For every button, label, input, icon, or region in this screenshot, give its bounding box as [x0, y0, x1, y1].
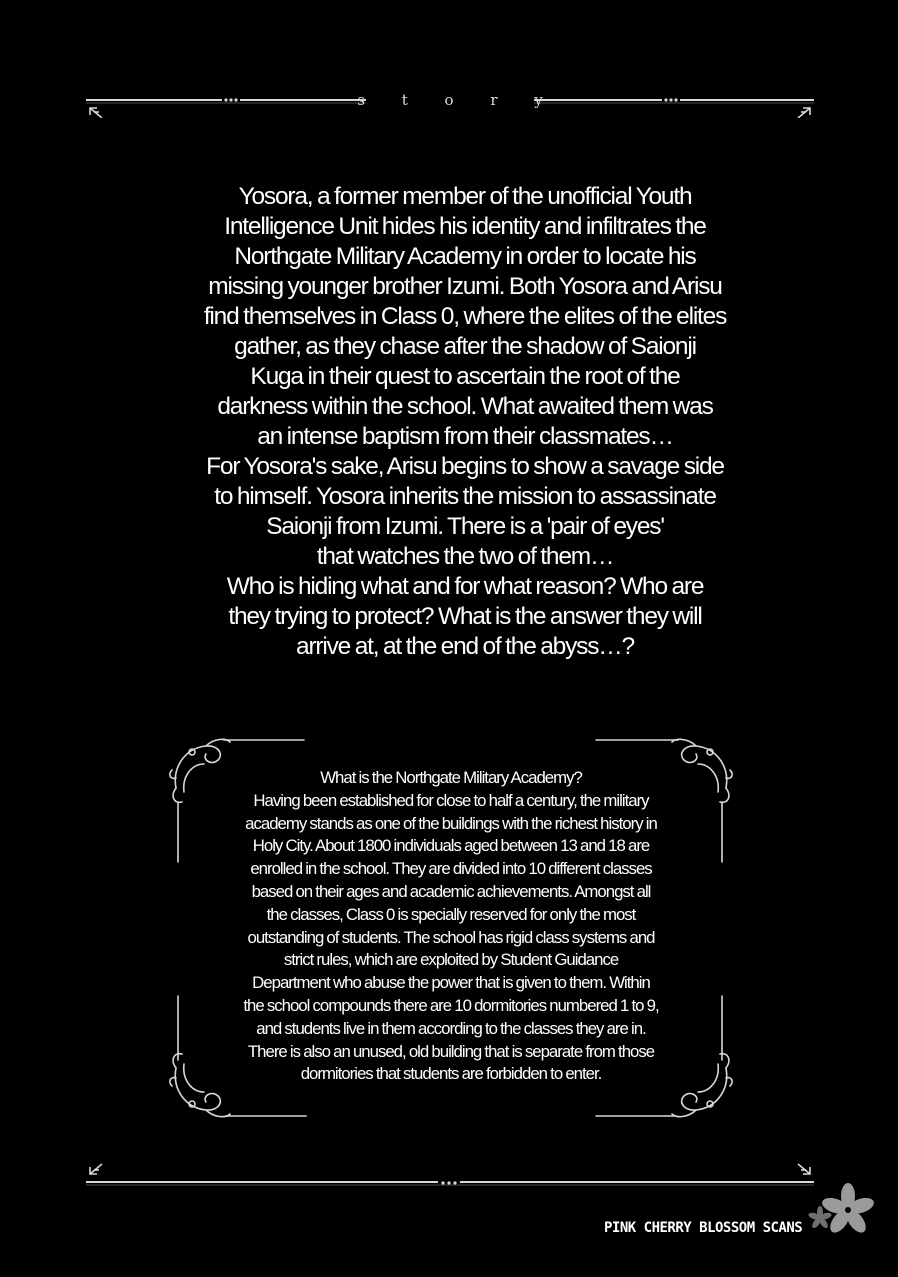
section-title-text: s t o r y [357, 91, 559, 109]
story-header [84, 88, 816, 118]
corner-arrow-icon [798, 108, 810, 118]
info-line: There is also an unused, old building that is separate from those [247, 1041, 655, 1061]
story-synopsis [150, 182, 780, 662]
corner-arrow-icon [798, 1164, 810, 1174]
footer-rule-ornament [84, 1160, 816, 1192]
info-line: based on their ages and academic achievements. Amongst all [251, 881, 651, 901]
corner-arrow-icon [90, 1164, 102, 1174]
corner-arrow-icon [90, 108, 102, 118]
info-line: dormitories that students are forbidden to enter. [300, 1064, 602, 1084]
story-line: Kuga in their quest to ascertain the root of the [250, 363, 680, 390]
info-line: strict rules, which are exploited by Student Guidance [283, 950, 619, 970]
story-line: Who is hiding what and for what reason? Who are [226, 573, 704, 600]
story-footer [84, 1160, 816, 1192]
info-line: the school compounds there are 10 dormitories numbered 1 to 9, [243, 995, 659, 1015]
story-line: find themselves in Class 0, where the elites of the elites [203, 303, 727, 330]
story-line: they trying to protect? What is the answer they will [228, 603, 702, 630]
academy-info [178, 767, 724, 1086]
story-line: For Yosora's sake, Arisu begins to show a savage side [206, 453, 724, 480]
info-line: outstanding of students. The school has rigid class systems and [247, 927, 655, 947]
info-line: Holy City. About 1800 individuals aged between 13 and 18 are [252, 836, 650, 856]
story-line: Saionji from Izumi. There is a 'pair of eyes' [266, 513, 664, 540]
story-line: an intense baptism from their classmates… [257, 423, 673, 450]
story-line: Intelligence Unit hides his identity and infiltrates the [224, 213, 706, 240]
info-line: Department who abuse the power that is given to them. Within [252, 973, 650, 993]
story-line: gather, as they chase after the shadow of Saionji [234, 333, 696, 360]
story-line: missing younger brother Izumi. Both Yosora and Arisu [208, 273, 722, 300]
story-line: Yosora, a former member of the unofficial Youth [238, 183, 692, 210]
info-line: enrolled in the school. They are divided into 10 different classes [250, 859, 652, 879]
story-line: to himself. Yosora inherits the mission to assassinate [214, 483, 716, 510]
info-line: Having been established for close to half a century, the military [253, 790, 649, 810]
info-line: and students live in them according to the classes they are in. [256, 1018, 646, 1038]
story-line: darkness within the school. What awaited them was [217, 393, 713, 420]
story-line: Northgate Military Academy in order to locate his [234, 243, 696, 270]
story-line: that watches the two of them… [316, 543, 614, 570]
info-line: the classes, Class 0 is specially reserved for only the most [266, 904, 636, 924]
scan-credit: PINK CHERRY BLOSSOM SCANS [604, 1220, 803, 1236]
info-line: academy stands as one of the buildings with the richest history in [245, 813, 657, 833]
story-line: arrive at, at the end of the abyss…? [296, 633, 634, 660]
info-heading: What is the Northgate Military Academy? [320, 768, 582, 787]
